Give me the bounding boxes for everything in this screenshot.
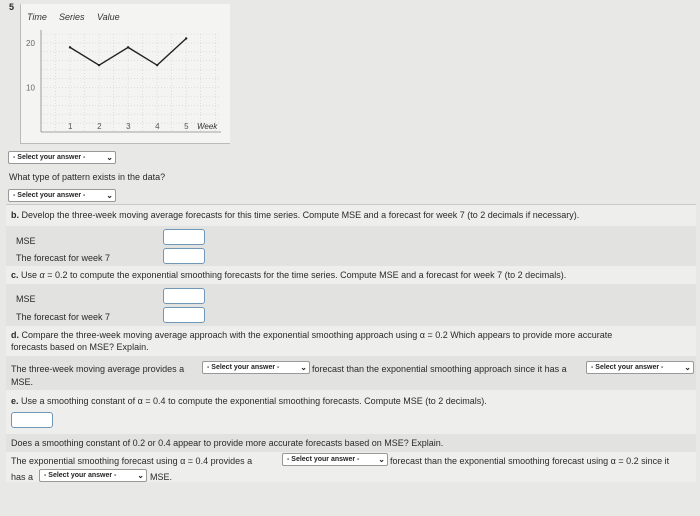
- part-b-instructions: b. Develop the three-week moving average forecasts for this time series. Compute MSE and a forecast for week 7 (to 2 decimals if necessary).: [11, 210, 580, 220]
- select-label: - Select your answer -: [13, 192, 86, 199]
- y-tick-label: 10: [26, 83, 35, 93]
- part-e-answer-line1-mid: forecast than the exponential smoothing forecast using α = 0.2 since it: [390, 456, 670, 466]
- select-label: - Select your answer -: [207, 364, 280, 371]
- data-point: [127, 46, 129, 48]
- part-c-mse-label: MSE: [16, 294, 36, 304]
- x-tick-label: 2: [97, 122, 102, 131]
- page-number: 5: [9, 2, 15, 12]
- chevron-down-icon: ⌄: [106, 191, 113, 200]
- pattern-plot-select[interactable]: [8, 151, 116, 164]
- data-point: [69, 46, 71, 48]
- data-point: [98, 64, 100, 66]
- chevron-down-icon: ⌄: [137, 471, 144, 480]
- x-tick-label: 5: [184, 122, 189, 131]
- part-b-forecast-label: The forecast for week 7: [16, 253, 111, 263]
- header-time: Time: [27, 12, 47, 22]
- select-label: - Select your answer -: [591, 364, 664, 371]
- chart-plot: [21, 4, 231, 144]
- chevron-down-icon: ⌄: [300, 363, 307, 372]
- part-d-answer-end: MSE.: [11, 377, 34, 387]
- part-e-accuracy-select[interactable]: [282, 453, 388, 466]
- part-b-mse-input[interactable]: [163, 229, 205, 245]
- part-e-mse-input[interactable]: [11, 412, 53, 428]
- select-label: - Select your answer -: [287, 456, 360, 463]
- part-b-forecast-input[interactable]: [163, 248, 205, 264]
- part-c-mse-input[interactable]: [163, 288, 205, 304]
- part-e-answer-line2-end: MSE.: [150, 472, 173, 482]
- part-e-question: Does a smoothing constant of 0.2 or 0.4 appear to provide more accurate forecasts based on MSE? Explain.: [11, 438, 444, 448]
- part-c-forecast-label: The forecast for week 7: [16, 312, 111, 322]
- part-b-mse-label: MSE: [16, 236, 36, 246]
- part-d-accuracy-select[interactable]: [202, 361, 310, 374]
- y-tick-label: 20: [26, 38, 35, 48]
- select-label: - Select your answer -: [13, 154, 86, 161]
- x-tick-label: 3: [126, 122, 131, 131]
- x-tick-label: 4: [155, 122, 160, 131]
- header-series: Series: [59, 12, 85, 22]
- chevron-down-icon: ⌄: [684, 363, 691, 372]
- part-c-forecast-input[interactable]: [163, 307, 205, 323]
- select-label: - Select your answer -: [44, 472, 117, 479]
- data-point: [185, 37, 187, 39]
- header-value: Value: [97, 12, 120, 22]
- chevron-down-icon: ⌄: [378, 455, 385, 464]
- part-e-answer-line1-pre: The exponential smoothing forecast using α = 0.4 provides a: [11, 456, 253, 466]
- part-e-mse-select[interactable]: [39, 469, 147, 482]
- x-tick-label: 1: [68, 122, 73, 131]
- part-d-answer-pre: The three-week moving average provides a: [11, 364, 185, 374]
- part-e-answer-line2-pre: has a: [11, 472, 34, 482]
- time-series-chart: [20, 4, 230, 144]
- part-d-answer-mid: forecast than the exponential smoothing approach since it has a: [312, 364, 567, 374]
- pattern-type-select[interactable]: [8, 189, 116, 202]
- part-d-instructions: d. Compare the three-week moving average approach with the exponential smoothing approach using α = 0.2 Which appears to provide more accurate: [11, 330, 613, 340]
- chevron-down-icon: ⌄: [106, 153, 113, 162]
- pattern-question: What type of pattern exists in the data?: [9, 172, 166, 182]
- x-axis-label: Week: [197, 122, 218, 131]
- data-point: [156, 64, 158, 66]
- part-d-instructions-cont: forecasts based on MSE? Explain.: [11, 342, 149, 352]
- part-c-instructions: c. Use α = 0.2 to compute the exponential smoothing forecasts for the time series. Compute MSE and a forecast for week 7 (to 2 decimals).: [11, 270, 567, 280]
- part-d-mse-select[interactable]: [586, 361, 694, 374]
- part-e-instructions: e. Use a smoothing constant of α = 0.4 to compute the exponential smoothing forecasts. Compute MSE (to 2 decimals).: [11, 396, 487, 406]
